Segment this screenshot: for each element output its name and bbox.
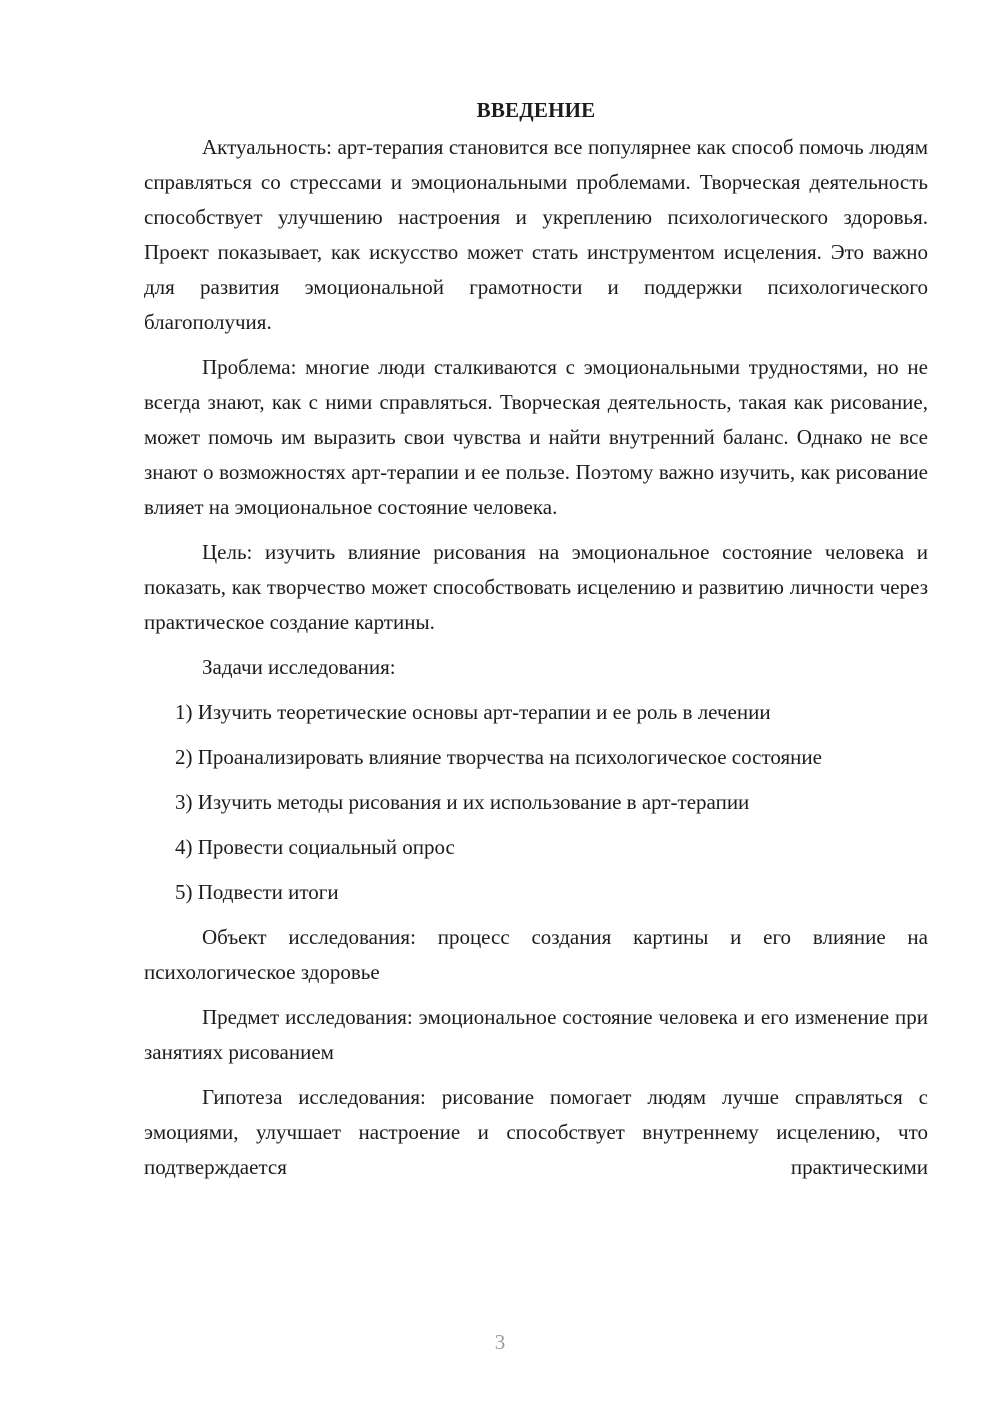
paragraph-problem: Проблема: многие люди сталкиваются с эмоциональными трудностями, но не всегда знают, как с ними справляться. Творческая деятельность, такая как рисование, может помочь им выразить свои чувства и найти внутренний баланс. Однако не все знают о возможностях арт-терапии и ее пользе. Поэтому важно изучить, как рисование влияет на эмоциональное состояние человека. xyxy=(144,355,928,519)
paragraph-subject: Предмет исследования: эмоциональное состояние человека и его изменение при занятиях рисованием xyxy=(144,1005,928,1064)
tasks-list xyxy=(144,695,928,910)
paragraph-hypothesis: Гипотеза исследования: рисование помогает людям лучше справляться с эмоциями, улучшает настроение и способствует внутреннему исцелению, что подтверждается практическими xyxy=(144,1085,928,1179)
page-number: 3 xyxy=(494,1330,506,1354)
task-item: 3) Изучить методы рисования и их использование в арт-терапии xyxy=(175,790,750,814)
task-item: 5) Подвести итоги xyxy=(175,880,339,904)
document-body xyxy=(144,93,928,1195)
paragraph-goal: Цель: изучить влияние рисования на эмоциональное состояние человека и показать, как творчество может способствовать исцелению и развитию личности через практическое создание картины. xyxy=(144,540,928,634)
paragraph-tasks-intro: Задачи исследования: xyxy=(202,655,396,679)
paragraph-object: Объект исследования: процесс создания картины и его влияние на психологическое здоровье xyxy=(144,925,928,984)
task-item: 1) Изучить теоретические основы арт-терапии и ее роль в лечении xyxy=(175,700,771,724)
task-item: 4) Провести социальный опрос xyxy=(175,835,455,859)
task-item: 2) Проанализировать влияние творчества на психологическое состояние xyxy=(175,745,822,769)
section-heading: ВВЕДЕНИЕ xyxy=(476,98,596,122)
paragraph-relevance: Актуальность: арт-терапия становится все популярнее как способ помочь людям справляться со стрессами и эмоциональными проблемами. Творческая деятельность способствует улучшению настроения и укреплению психологического здоровья. Проект показывает, как искусство может стать инструментом исцеления. Это важно для развития эмоциональной грамотности и поддержки психологического благополучия. xyxy=(144,135,928,334)
